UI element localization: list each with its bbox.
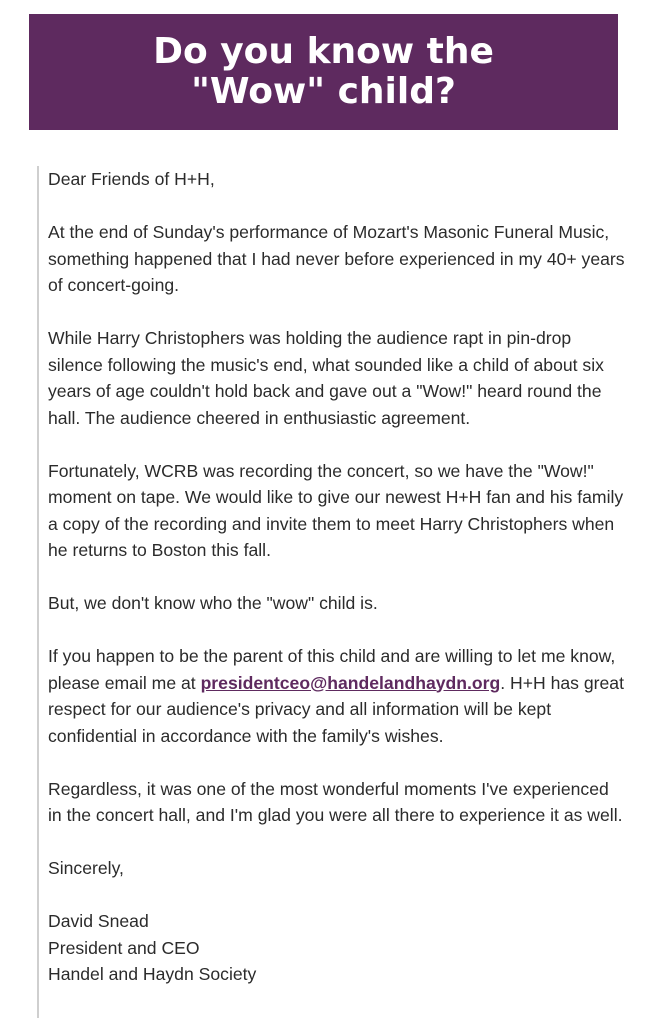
contact-text-before: If you happen to be the parent of this child and are willing to let me know, please email me at	[48, 646, 616, 693]
signature-title: President and CEO	[48, 937, 200, 958]
paragraph-wow-moment: While Harry Christophers was holding the audience rapt in pin-drop silence following the music's end, what sounded like a child of about six years of age couldn't hold back and gave out a "Wow!" heard round the hall. The audience cheered in enthusiastic agreement.	[48, 328, 604, 428]
letter-body	[37, 166, 627, 1018]
contact-text-after: . H+H has great respect for our audience's privacy and all information will be kept confidential in accordance with the family's wishes.	[48, 672, 624, 746]
headline-line-1: Do you know the	[153, 31, 494, 72]
closing: Sincerely,	[48, 858, 124, 878]
header-banner	[29, 14, 618, 130]
greeting: Dear Friends of H+H,	[48, 169, 215, 189]
paragraph-recording: Fortunately, WCRB was recording the concert, so we have the "Wow!" moment on tape. We would like to give our newest H+H fan and his family a copy of the recording and invite them to meet Harry Christophers when he returns to Boston this fall.	[48, 460, 624, 560]
headline	[153, 32, 494, 112]
paragraph-performance: At the end of Sunday's performance of Mozart's Masonic Funeral Music, something happened that I had never before experienced in my 40+ years of concert-going.	[48, 222, 625, 295]
paragraph-closing-thoughts: Regardless, it was one of the most wonderful moments I've experienced in the concert hall, and I'm glad you were all there to experience it as well.	[48, 778, 623, 825]
signature-name: David Snead	[48, 911, 149, 931]
paragraph-unknown-child: But, we don't know who the "wow" child is.	[48, 593, 378, 613]
paragraph-contact	[48, 643, 627, 749]
signature-block	[48, 908, 627, 988]
signature-organization: Handel and Haydn Society	[48, 964, 257, 984]
headline-line-2: "Wow" child?	[191, 71, 456, 112]
email-link[interactable]: presidentceo@handelandhaydn.org	[200, 672, 501, 693]
